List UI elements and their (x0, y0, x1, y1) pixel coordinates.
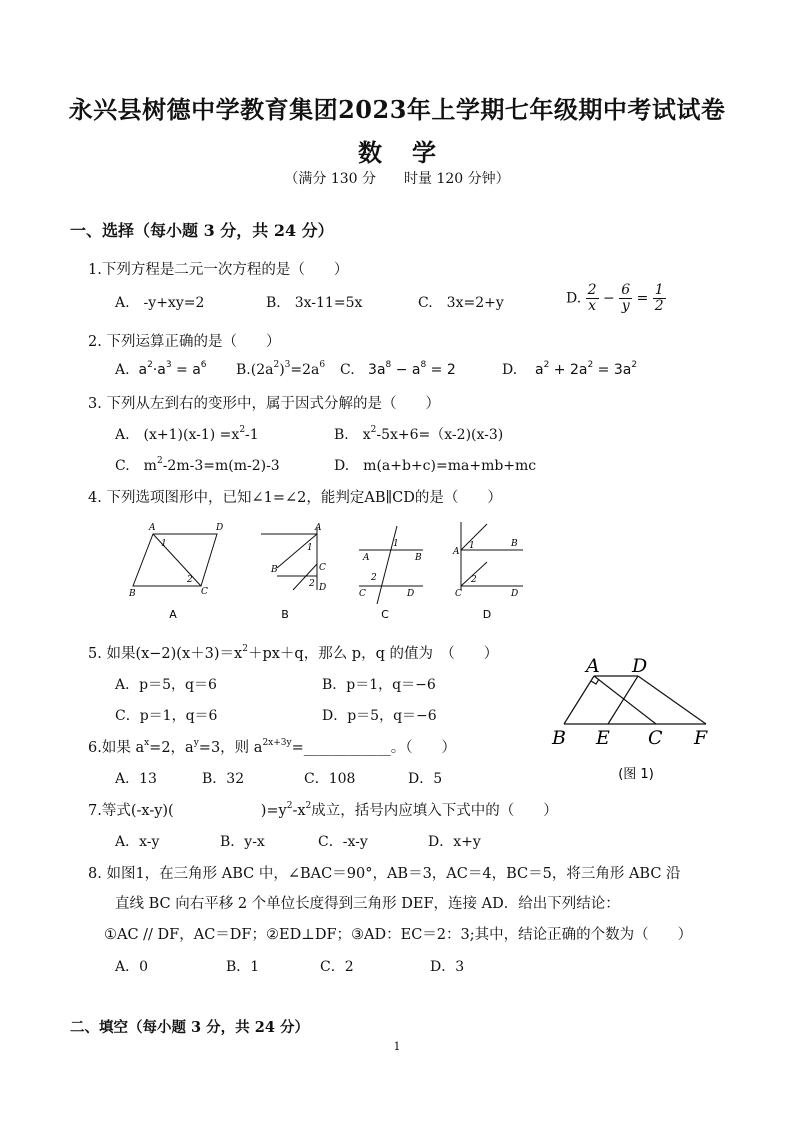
q6-stem (88, 736, 456, 757)
exponent: 6 (319, 360, 326, 370)
expr-part: a (535, 362, 544, 378)
exponent: 2 (543, 360, 550, 370)
stem-text: -x (292, 803, 306, 819)
stem-text: =2，a (149, 740, 194, 756)
q1-option-c: C. 3x=2+y (418, 295, 504, 311)
point-label: A (363, 553, 370, 563)
q8-option-c: C．2 (320, 959, 354, 975)
point-label: B (415, 553, 422, 563)
q8-option-a: A．0 (115, 959, 149, 975)
angle-label: 2 (309, 579, 315, 589)
point-label: B (271, 565, 278, 575)
angle-label: 1 (393, 539, 399, 549)
expr-part: =2a (290, 362, 320, 378)
segment-ab (564, 676, 594, 724)
exponent: y (193, 738, 199, 748)
q1-option-a: A. -y+xy=2 (115, 295, 205, 311)
exponent: 2x+3y (262, 738, 292, 748)
exponent: 2 (286, 801, 293, 811)
q1-d-label: D. (566, 290, 582, 307)
exponent: 3 (284, 360, 291, 370)
angle-label: 2 (371, 573, 377, 583)
point-label: D (407, 589, 415, 599)
stem-text: ＋px＋q，那么 p，q 的值为 （ ） (247, 646, 499, 662)
option-text: A. (x+1)(x-1) =x (115, 427, 240, 443)
numerator: 2 (587, 282, 597, 298)
q2-option-b (236, 362, 325, 378)
q6-option-a: A．13 (115, 771, 157, 787)
q8-line-1: 8. 如图1，在三角形 ABC 中，∠BAC＝90°，AB＝3，AC＝4，BC＝5，将三角形 ABC 沿 (88, 866, 681, 882)
q2-option-c (340, 362, 456, 378)
point-label: C (201, 587, 208, 597)
q6-option-d: D．5 (408, 771, 443, 787)
q6-option-c: C．108 (304, 771, 356, 787)
exponent: 2 (273, 360, 280, 370)
stem-text: 7.等式(-x-y)( )=y (88, 803, 287, 819)
q7-option-d: D．x+y (428, 834, 481, 850)
q5-option-c: C．p＝1，q＝6 (115, 708, 218, 724)
exponent: 6 (200, 360, 207, 370)
option-text: C. m (115, 458, 157, 474)
section2-heading: 二、填空（每小题 3 分，共 24 分） (70, 1019, 309, 1036)
fraction (619, 283, 632, 314)
segment-de (608, 676, 638, 724)
numerator: 1 (654, 282, 664, 298)
exponent: 2 (631, 360, 638, 370)
subject-title: 数学 (358, 138, 466, 167)
q4-figures (125, 518, 535, 624)
q8-line-3: ①AC // DF，AC＝DF；②ED⊥DF；③AD：EC＝2：3;其中，结论正确的个数为（ ） (104, 927, 693, 943)
option-label: B. (236, 362, 251, 378)
q7-stem (88, 799, 558, 820)
q2-option-a (115, 362, 207, 378)
fraction (653, 283, 666, 314)
option-text: -1 (245, 427, 259, 443)
point-label: C (319, 563, 326, 573)
point-label: D (632, 655, 648, 677)
expr-part: ) (279, 362, 285, 378)
point-label: C (455, 589, 462, 599)
exponent: 2 (156, 456, 163, 466)
expr-part: (2a (250, 362, 274, 378)
expr-part: + 2a (549, 362, 588, 378)
option-text: B. x (334, 427, 371, 443)
fraction (586, 283, 599, 314)
exam-title: 永兴县树德中学教育集团2023年上学期七年级期中考试试卷 (68, 95, 726, 124)
point-label: B (129, 589, 136, 599)
expr (535, 362, 637, 378)
option-label: C. (340, 362, 355, 378)
denominator: x (588, 298, 597, 314)
q1-option-b: B. 3x-11=5x (266, 295, 363, 311)
score-info: （满分 130 分 时量 120 分钟） (284, 171, 510, 187)
expr-part: = a (171, 362, 201, 378)
q5-option-b: B．p＝1，q＝−6 (322, 677, 436, 693)
minus-sign: − (603, 290, 615, 307)
q5-option-a: A．p＝5，q＝6 (115, 677, 217, 693)
figure-1 (546, 652, 722, 784)
q5-option-d: D．p＝5，q＝−6 (322, 708, 437, 724)
q8-line-2: 直线 BC 向右平移 2 个单位长度得到三角形 DEF，连接 AD．给出下列结论： (115, 896, 620, 912)
parallelogram (133, 534, 217, 586)
point-label: C (359, 589, 366, 599)
point-label: B (511, 539, 518, 549)
expr (368, 362, 456, 378)
equals-sign: = (636, 290, 649, 307)
section1-heading: 一、选择（每小题 3 分，共 24 分） (70, 221, 334, 240)
point-label: A (453, 547, 460, 557)
exponent: x (144, 738, 150, 748)
q8-option-d: D．3 (430, 959, 465, 975)
option-label: D. (502, 362, 518, 378)
q4-figure-a (133, 534, 217, 586)
exponent: 2 (370, 425, 377, 435)
exponent: 8 (420, 360, 427, 370)
q4-fig-label-c: C (381, 608, 389, 621)
stem-text: =3，则 a (198, 740, 263, 756)
point-label: D (511, 589, 519, 599)
point-label: E (596, 727, 610, 749)
q3-stem: 3. 下列从左到右的变形中，属于因式分解的是（ ） (88, 396, 440, 412)
page-number: 1 (393, 1040, 401, 1053)
angle-label: 1 (161, 539, 167, 549)
expr-part: 3a (368, 362, 386, 378)
stem-text: 5. 如果(x−2)(x＋3)＝x (88, 646, 243, 662)
expr (138, 362, 206, 378)
expr-part: = 2 (426, 362, 456, 378)
q4-fig-label-b: B (281, 608, 289, 621)
denominator: y (621, 298, 630, 314)
stem-text: 成立，括号内应填入下式中的（ ） (311, 803, 558, 819)
q4-fig-label-a: A (169, 608, 177, 621)
stem-text: 6.如果 a (88, 740, 145, 756)
segment-df (638, 676, 706, 724)
exponent: 2 (239, 425, 246, 435)
expr-part: = 3a (593, 362, 632, 378)
exponent: 2 (147, 360, 153, 370)
q4-stem: 4. 下列选项图形中，已知∠1=∠2，能判定AB∥CD的是（ ） (88, 490, 502, 506)
q3-option-c (115, 455, 280, 475)
point-label: D (319, 583, 327, 593)
point-label: C (648, 727, 663, 749)
q6-option-b: B．32 (202, 771, 245, 787)
exponent: 2 (305, 801, 312, 811)
exponent: 8 (385, 360, 392, 370)
point-label: B (552, 727, 566, 749)
q4-fig-label-d: D (482, 608, 492, 621)
exponent: 2 (242, 644, 248, 654)
q8-option-b: B．1 (226, 959, 260, 975)
q3-option-a (115, 424, 259, 444)
option-label: A. (115, 362, 130, 378)
angle-label: 2 (471, 575, 477, 585)
q3-option-b (334, 424, 503, 444)
point-label: D (216, 523, 224, 533)
exponent: 2 (587, 360, 594, 370)
q7-option-a: A．x-y (115, 834, 160, 850)
q1-option-d (566, 283, 666, 314)
point-label: A (149, 523, 156, 533)
point-label: F (694, 727, 708, 749)
expr-part: − a (391, 362, 421, 378)
q2-stem: 2. 下列运算正确的是（ ） (88, 334, 281, 350)
q2-option-d (502, 362, 637, 378)
denominator: 2 (654, 298, 664, 314)
angle-label: 1 (307, 543, 313, 553)
q7-option-c: C．-x-y (318, 834, 368, 850)
figure-1-caption: (图 1) (618, 767, 654, 782)
exponent: 3 (165, 360, 172, 370)
segment-ac (594, 676, 656, 724)
q1-stem: 1.下列方程是二元一次方程的是（ ） (88, 262, 349, 278)
expr-part: ·a (152, 362, 166, 378)
option-text: -2m-3=m(m-2)-3 (162, 458, 280, 474)
angle-label: 1 (469, 541, 475, 551)
point-label: A (315, 523, 322, 533)
q5-stem (88, 642, 498, 663)
transversal (377, 526, 397, 604)
q3-option-d: D. m(a+b+c)=ma+mb+mc (334, 458, 537, 474)
angle-label: 2 (187, 575, 193, 585)
stem-text: =____________。（ ） (291, 740, 456, 756)
point-label: A (586, 655, 600, 677)
numerator: 6 (621, 282, 631, 298)
option-text: -5x+6=（x-2)(x-3) (376, 427, 504, 443)
q7-option-b: B．y-x (220, 834, 265, 850)
expr-part: a (138, 362, 148, 378)
